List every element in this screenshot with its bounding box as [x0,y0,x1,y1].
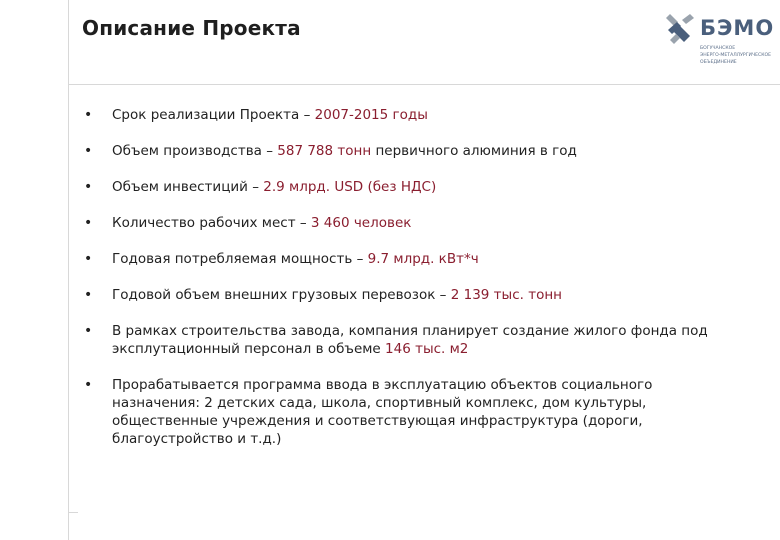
list-item [84,286,734,304]
item-text: В рамках строительства завода, компания планирует создание жилого фонда под эксплутационный персонал в объеме [112,323,708,357]
header-divider-line [68,84,780,85]
item-highlight: 587 788 тонн [277,143,372,159]
bullet-icon: • [84,287,93,303]
logo-subtitle-line: БОГУЧАНСКОЕ [700,46,736,51]
list-item [84,250,734,268]
list-item [84,376,734,448]
list-item [84,106,734,124]
item-text: Количество рабочих мест – [112,215,311,231]
project-facts-list [84,106,734,448]
item-suffix: первичного алюминия в год [371,143,577,159]
item-text: Срок реализации Проекта – [112,107,315,123]
item-text: Объем производства – [112,143,278,159]
logo-subtitle-line: ЭНЕРГО-МЕТАЛЛУРГИЧЕСКОЕ [700,53,771,58]
bullet-icon: • [84,377,93,393]
item-text: Годовой объем внешних грузовых перевозок – [112,287,451,303]
logo-wordmark: БЭМО [700,16,775,40]
bullet-icon: • [84,107,93,123]
item-highlight: 2007-2015 годы [314,107,428,123]
item-highlight: 146 тыс. м2 [385,341,469,357]
logo-subtitle-line: ОБЪЕДИНЕНИЕ [700,60,737,65]
item-highlight: 2.9 млрд. USD (без НДС) [263,179,437,195]
bottom-tick-mark [68,512,78,513]
item-highlight: 2 139 тыс. тонн [450,287,562,303]
company-logo [664,10,776,80]
slide-title: Описание Проекта [82,16,301,40]
bullet-icon: • [84,179,93,195]
item-text: Годовая потребляемая мощность – [112,251,368,267]
bullet-icon: • [84,215,93,231]
left-divider-line [68,0,69,540]
list-item [84,142,734,160]
item-highlight: 9.7 млрд. кВт*ч [367,251,479,267]
bemo-logo-mark-icon [664,12,698,48]
item-text: Прорабатывается программа ввода в эксплуатацию объектов социального назначения: 2 детских сада, школа, спортивный комплекс, дом культуры, общественные учреждения и соответствующая инфраструктура (дороги, благоустройство и т.д.) [112,377,653,447]
item-highlight: 3 460 человек [310,215,412,231]
item-text: Объем инвестиций – [112,179,264,195]
bullet-icon: • [84,251,93,267]
list-item [84,178,734,196]
list-item [84,214,734,232]
list-item [84,322,734,358]
bullet-icon: • [84,143,93,159]
logo-subtitle [700,45,776,66]
bullet-icon: • [84,323,93,339]
